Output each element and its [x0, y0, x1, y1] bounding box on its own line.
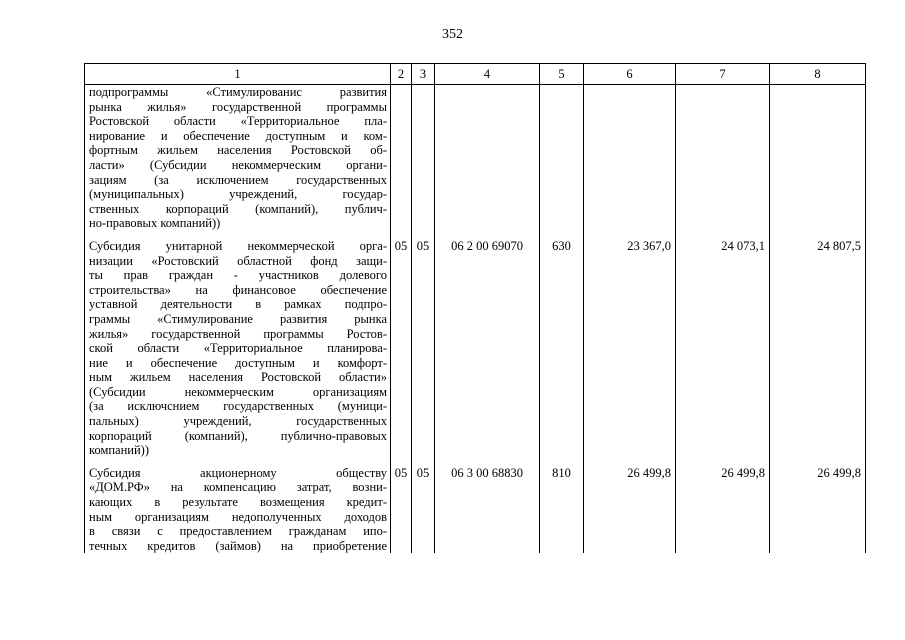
cell-subsection [412, 85, 435, 231]
table-row [85, 466, 866, 554]
description-line: граммы «Стимулирование развития рынка [89, 311, 387, 326]
cell-target-article [435, 85, 540, 231]
header-row [85, 64, 866, 85]
description-line: корпораций (компаний), публично-правовых [89, 428, 387, 443]
description-line: низации «Ростовский областной фонд защи- [89, 253, 387, 268]
header-col-3: 3 [412, 64, 435, 85]
cell-expense-type [540, 85, 584, 231]
cell-target-article: 06 2 00 69070 [435, 239, 540, 458]
cell-subsection: 05 [412, 239, 435, 458]
cell-subsection: 05 [412, 466, 435, 554]
row-description [85, 466, 391, 554]
description-line: зациям (за исключением государственных [89, 172, 387, 187]
cell-expense-type: 630 [540, 239, 584, 458]
description-line: Субсидия акционерному обществу [89, 465, 387, 480]
cell-amount-3: 26 499,8 [770, 466, 866, 554]
cell-target-article: 06 3 00 68830 [435, 466, 540, 554]
description-line: (за исключснием государственных (муници- [89, 399, 387, 414]
cell-expense-type: 810 [540, 466, 584, 554]
table-row [85, 85, 866, 231]
description-line: ласти» (Субсидии некоммерческим органи- [89, 157, 387, 172]
header-col-1: 1 [85, 64, 391, 85]
description-line: уставной деятельности в рамках подпро- [89, 297, 387, 312]
cell-section: 05 [391, 466, 412, 554]
cell-amount-1 [584, 85, 676, 231]
budget-table [84, 63, 866, 553]
header-col-2: 2 [391, 64, 412, 85]
description-line: ным жильем населения Ростовской области» [89, 370, 387, 385]
description-line: нирование и обеспечение доступным и ком- [89, 128, 387, 143]
description-line: пальных) учреждений, государственных [89, 414, 387, 429]
description-line: ской области «Территориальное планирова- [89, 341, 387, 356]
description-line: но-правовых компаний)) [89, 216, 221, 231]
description-line: ным организациям недополученных доходов [89, 509, 387, 524]
description-line: (Субсидии некоммерческим организациям [89, 384, 387, 399]
cell-section: 05 [391, 239, 412, 458]
page-number: 352 [442, 27, 463, 42]
row-description [85, 239, 391, 458]
description-line: Ростовской области «Территориальное пла- [89, 114, 387, 129]
header-col-6: 6 [584, 64, 676, 85]
row-spacer [85, 458, 866, 466]
description-line: рынка жилья» государственной программы [89, 99, 387, 114]
description-line: Субсидия унитарной некоммерческой орга- [89, 238, 387, 253]
description-line: «ДОМ.РФ» на компенсацию затрат, возни- [89, 480, 387, 495]
header-col-8: 8 [770, 64, 866, 85]
description-line: в связи с предоставлением гражданам ипо- [89, 524, 387, 539]
header-col-5: 5 [540, 64, 584, 85]
description-line: кающих в результате возмещения кредит- [89, 495, 387, 510]
cell-amount-3: 24 807,5 [770, 239, 866, 458]
description-line: (муниципальных) учреждений, государ- [89, 187, 387, 202]
header-col-7: 7 [676, 64, 770, 85]
description-line: компаний)) [89, 443, 149, 458]
description-line: течных кредитов (займов) на приобретение [89, 538, 387, 553]
cell-amount-2: 26 499,8 [676, 466, 770, 554]
description-line: фортным жильем населения Ростовской об- [89, 143, 387, 158]
description-line: жилья» государственной программы Ростов- [89, 326, 387, 341]
cell-amount-2 [676, 85, 770, 231]
row-description [85, 85, 391, 231]
cell-amount-1: 23 367,0 [584, 239, 676, 458]
description-line: строительства» на финансовое обеспечение [89, 282, 387, 297]
cell-amount-2: 24 073,1 [676, 239, 770, 458]
description-line: ние и обеспечение доступным и комфорт- [89, 355, 387, 370]
cell-amount-1: 26 499,8 [584, 466, 676, 554]
row-spacer [85, 231, 866, 239]
description-line: ты прав граждан - участников долевого [89, 268, 387, 283]
header-col-4: 4 [435, 64, 540, 85]
cell-section [391, 85, 412, 231]
description-line: ственных корпораций (компаний), публич- [89, 201, 387, 216]
description-line: подпрограммы «Стимулированис развития [89, 85, 387, 99]
table-row [85, 239, 866, 458]
cell-amount-3 [770, 85, 866, 231]
